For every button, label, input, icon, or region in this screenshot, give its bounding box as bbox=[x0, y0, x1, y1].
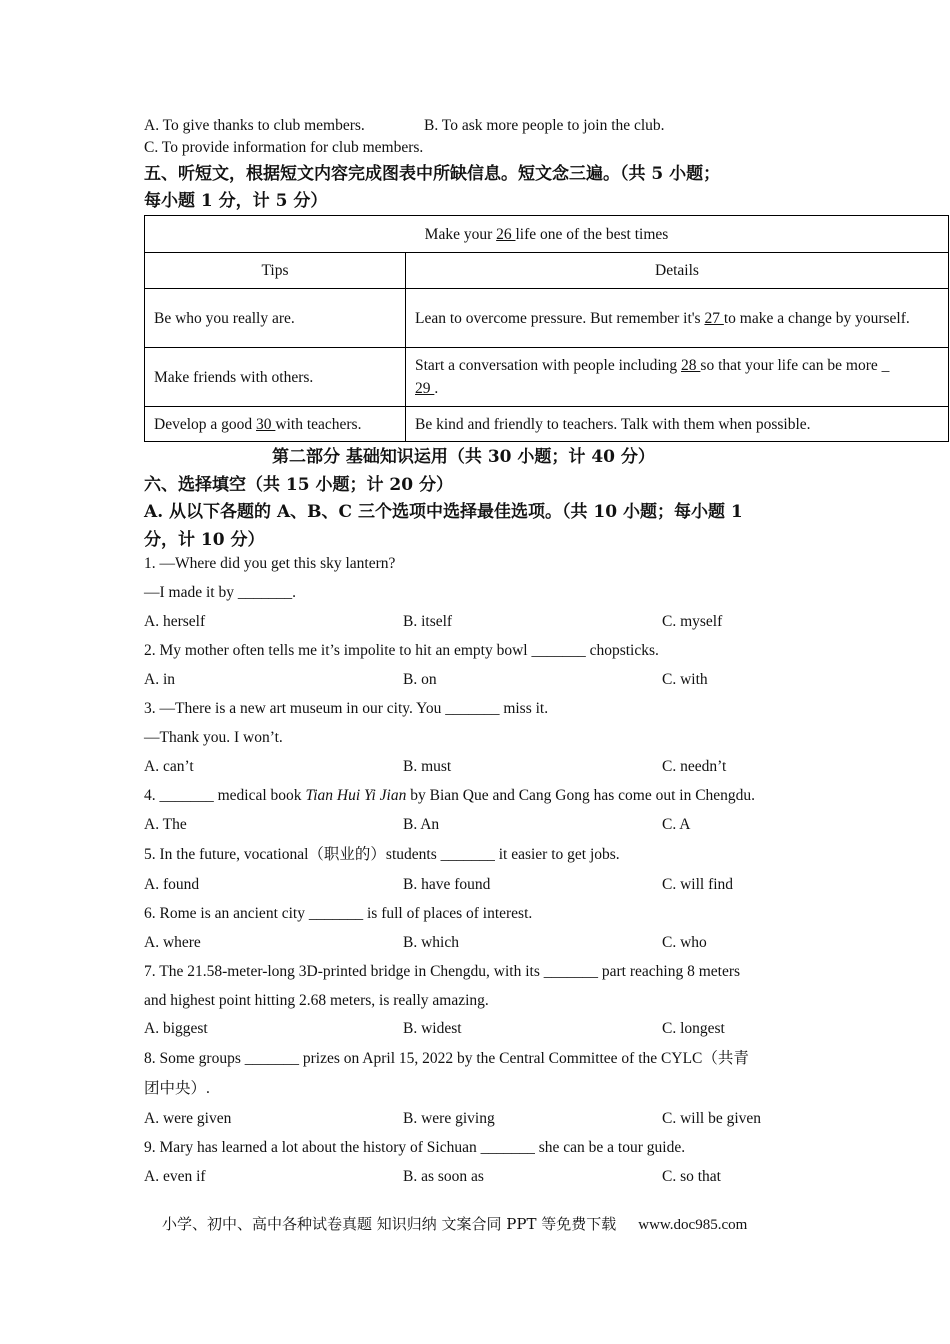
q1-option-a: A. herself bbox=[144, 613, 206, 630]
q2-option-b: B. on bbox=[403, 671, 437, 688]
table-title: Make your 26 life one of the best times bbox=[145, 216, 949, 253]
section5-heading-line1: 五、听短文，根据短文内容完成图表中所缺信息。短文念三遍。（共 5 小题； bbox=[144, 164, 721, 184]
q8-line1: 8. Some groups _______ prizes on April 15, 2022 by the Central Committee of the CYLC（共青 bbox=[144, 1050, 749, 1067]
col-header-tips: Tips bbox=[145, 253, 406, 289]
q6-option-a: A. where bbox=[144, 934, 201, 951]
row2-tip: Make friends with others. bbox=[145, 348, 406, 407]
col-header-details: Details bbox=[406, 253, 949, 289]
section5-heading-line2: 每小题 1 分，计 5 分） bbox=[144, 191, 328, 211]
book-title: Tian Hui Yi Jian bbox=[305, 787, 407, 804]
q2-option-c: C. with bbox=[662, 671, 708, 688]
row2-detail: Start a conversation with people including 28 so that your life can be more _ 29 . bbox=[406, 348, 949, 407]
q6-option-b: B. which bbox=[403, 934, 459, 951]
q7-option-a: A. biggest bbox=[144, 1020, 208, 1037]
blank-30: 30 bbox=[256, 415, 276, 433]
footer-text: 小学、初中、高中各种试卷真题 知识归纳 文案合同 PPT 等免费下载 bbox=[162, 1215, 617, 1233]
section6-heading: 六、选择填空（共 15 小题；计 20 分） bbox=[144, 475, 453, 495]
blank-28: 28 bbox=[681, 357, 701, 374]
q7-option-b: B. widest bbox=[403, 1020, 462, 1037]
q5-line1: 5. In the future, vocational（职业的）students _______ it easier to get jobs. bbox=[144, 846, 620, 863]
sectionA-heading-line2: 分，计 10 分） bbox=[144, 530, 265, 550]
blank-26: 26 bbox=[496, 225, 516, 243]
q4-option-b: B. An bbox=[403, 816, 440, 833]
listening-table bbox=[144, 215, 949, 442]
q1-option-b: B. itself bbox=[403, 613, 453, 630]
q2-line1: 2. My mother often tells me it’s impolite to hit an empty bowl _______ chopsticks. bbox=[144, 642, 659, 659]
q2-option-a: A. in bbox=[144, 671, 175, 688]
page-footer bbox=[162, 1213, 747, 1234]
q8-line2: 团中央）. bbox=[144, 1080, 210, 1097]
q5-option-b: B. have found bbox=[403, 876, 491, 893]
q9-option-b: B. as soon as bbox=[403, 1168, 484, 1185]
q8-option-b: B. were giving bbox=[403, 1110, 495, 1127]
q7-line2: and highest point hitting 2.68 meters, is really amazing. bbox=[144, 992, 489, 1009]
q1-line1: 1. —Where did you get this sky lantern? bbox=[144, 555, 396, 572]
q6-line1: 6. Rome is an ancient city _______ is full of places of interest. bbox=[144, 905, 533, 922]
q4-option-a: A. The bbox=[144, 816, 187, 833]
sectionA-heading-line1: A. 从以下各题的 A、B、C 三个选项中选择最佳选项。（共 10 小题；每小题 1 bbox=[144, 502, 743, 522]
part2-title: 第二部分 基础知识运用（共 30 小题；计 40 分） bbox=[272, 447, 655, 467]
row3-detail: Be kind and friendly to teachers. Talk with them when possible. bbox=[406, 407, 949, 442]
q8-option-a: A. were given bbox=[144, 1110, 232, 1127]
prev-option-b: B. To ask more people to join the club. bbox=[424, 117, 665, 134]
q3-option-c: C. needn’t bbox=[662, 758, 727, 775]
blank-29: 29 bbox=[415, 380, 435, 397]
q4-line1: 4. _______ medical book Tian Hui Yi Jian by Bian Que and Cang Gong has come out in Chengdu. bbox=[144, 787, 756, 804]
row3-tip: Develop a good 30 with teachers. bbox=[145, 407, 406, 442]
row1-detail: Lean to overcome pressure. But remember it's 27 to make a change by yourself. bbox=[406, 289, 949, 348]
prev-option-a: A. To give thanks to club members. bbox=[144, 117, 365, 134]
q7-line1: 7. The 21.58-meter-long 3D-printed bridge in Chengdu, with its _______ part reaching 8 meters bbox=[144, 963, 741, 980]
blank-27: 27 bbox=[704, 309, 724, 327]
q9-line1: 9. Mary has learned a lot about the history of Sichuan _______ she can be a tour guide. bbox=[144, 1139, 686, 1156]
q8-option-c: C. will be given bbox=[662, 1110, 762, 1127]
q6-option-c: C. who bbox=[662, 934, 707, 951]
prev-option-c: C. To provide information for club members. bbox=[144, 139, 424, 156]
q7-option-c: C. longest bbox=[662, 1020, 725, 1037]
row1-tip: Be who you really are. bbox=[145, 289, 406, 348]
q3-option-b: B. must bbox=[403, 758, 452, 775]
q9-option-a: A. even if bbox=[144, 1168, 206, 1185]
q4-option-c: C. A bbox=[662, 816, 691, 833]
q9-option-c: C. so that bbox=[662, 1168, 721, 1185]
q5-option-a: A. found bbox=[144, 876, 200, 893]
q3-line1: 3. —There is a new art museum in our city. You _______ miss it. bbox=[144, 700, 549, 717]
q1-option-c: C. myself bbox=[662, 613, 723, 630]
q3-option-a: A. can’t bbox=[144, 758, 194, 775]
q3-line2: —Thank you. I won’t. bbox=[144, 729, 283, 746]
q5-option-c: C. will find bbox=[662, 876, 734, 893]
q1-line2: —I made it by _______. bbox=[144, 584, 296, 601]
footer-site-link[interactable]: www.doc985.com bbox=[638, 1217, 748, 1233]
